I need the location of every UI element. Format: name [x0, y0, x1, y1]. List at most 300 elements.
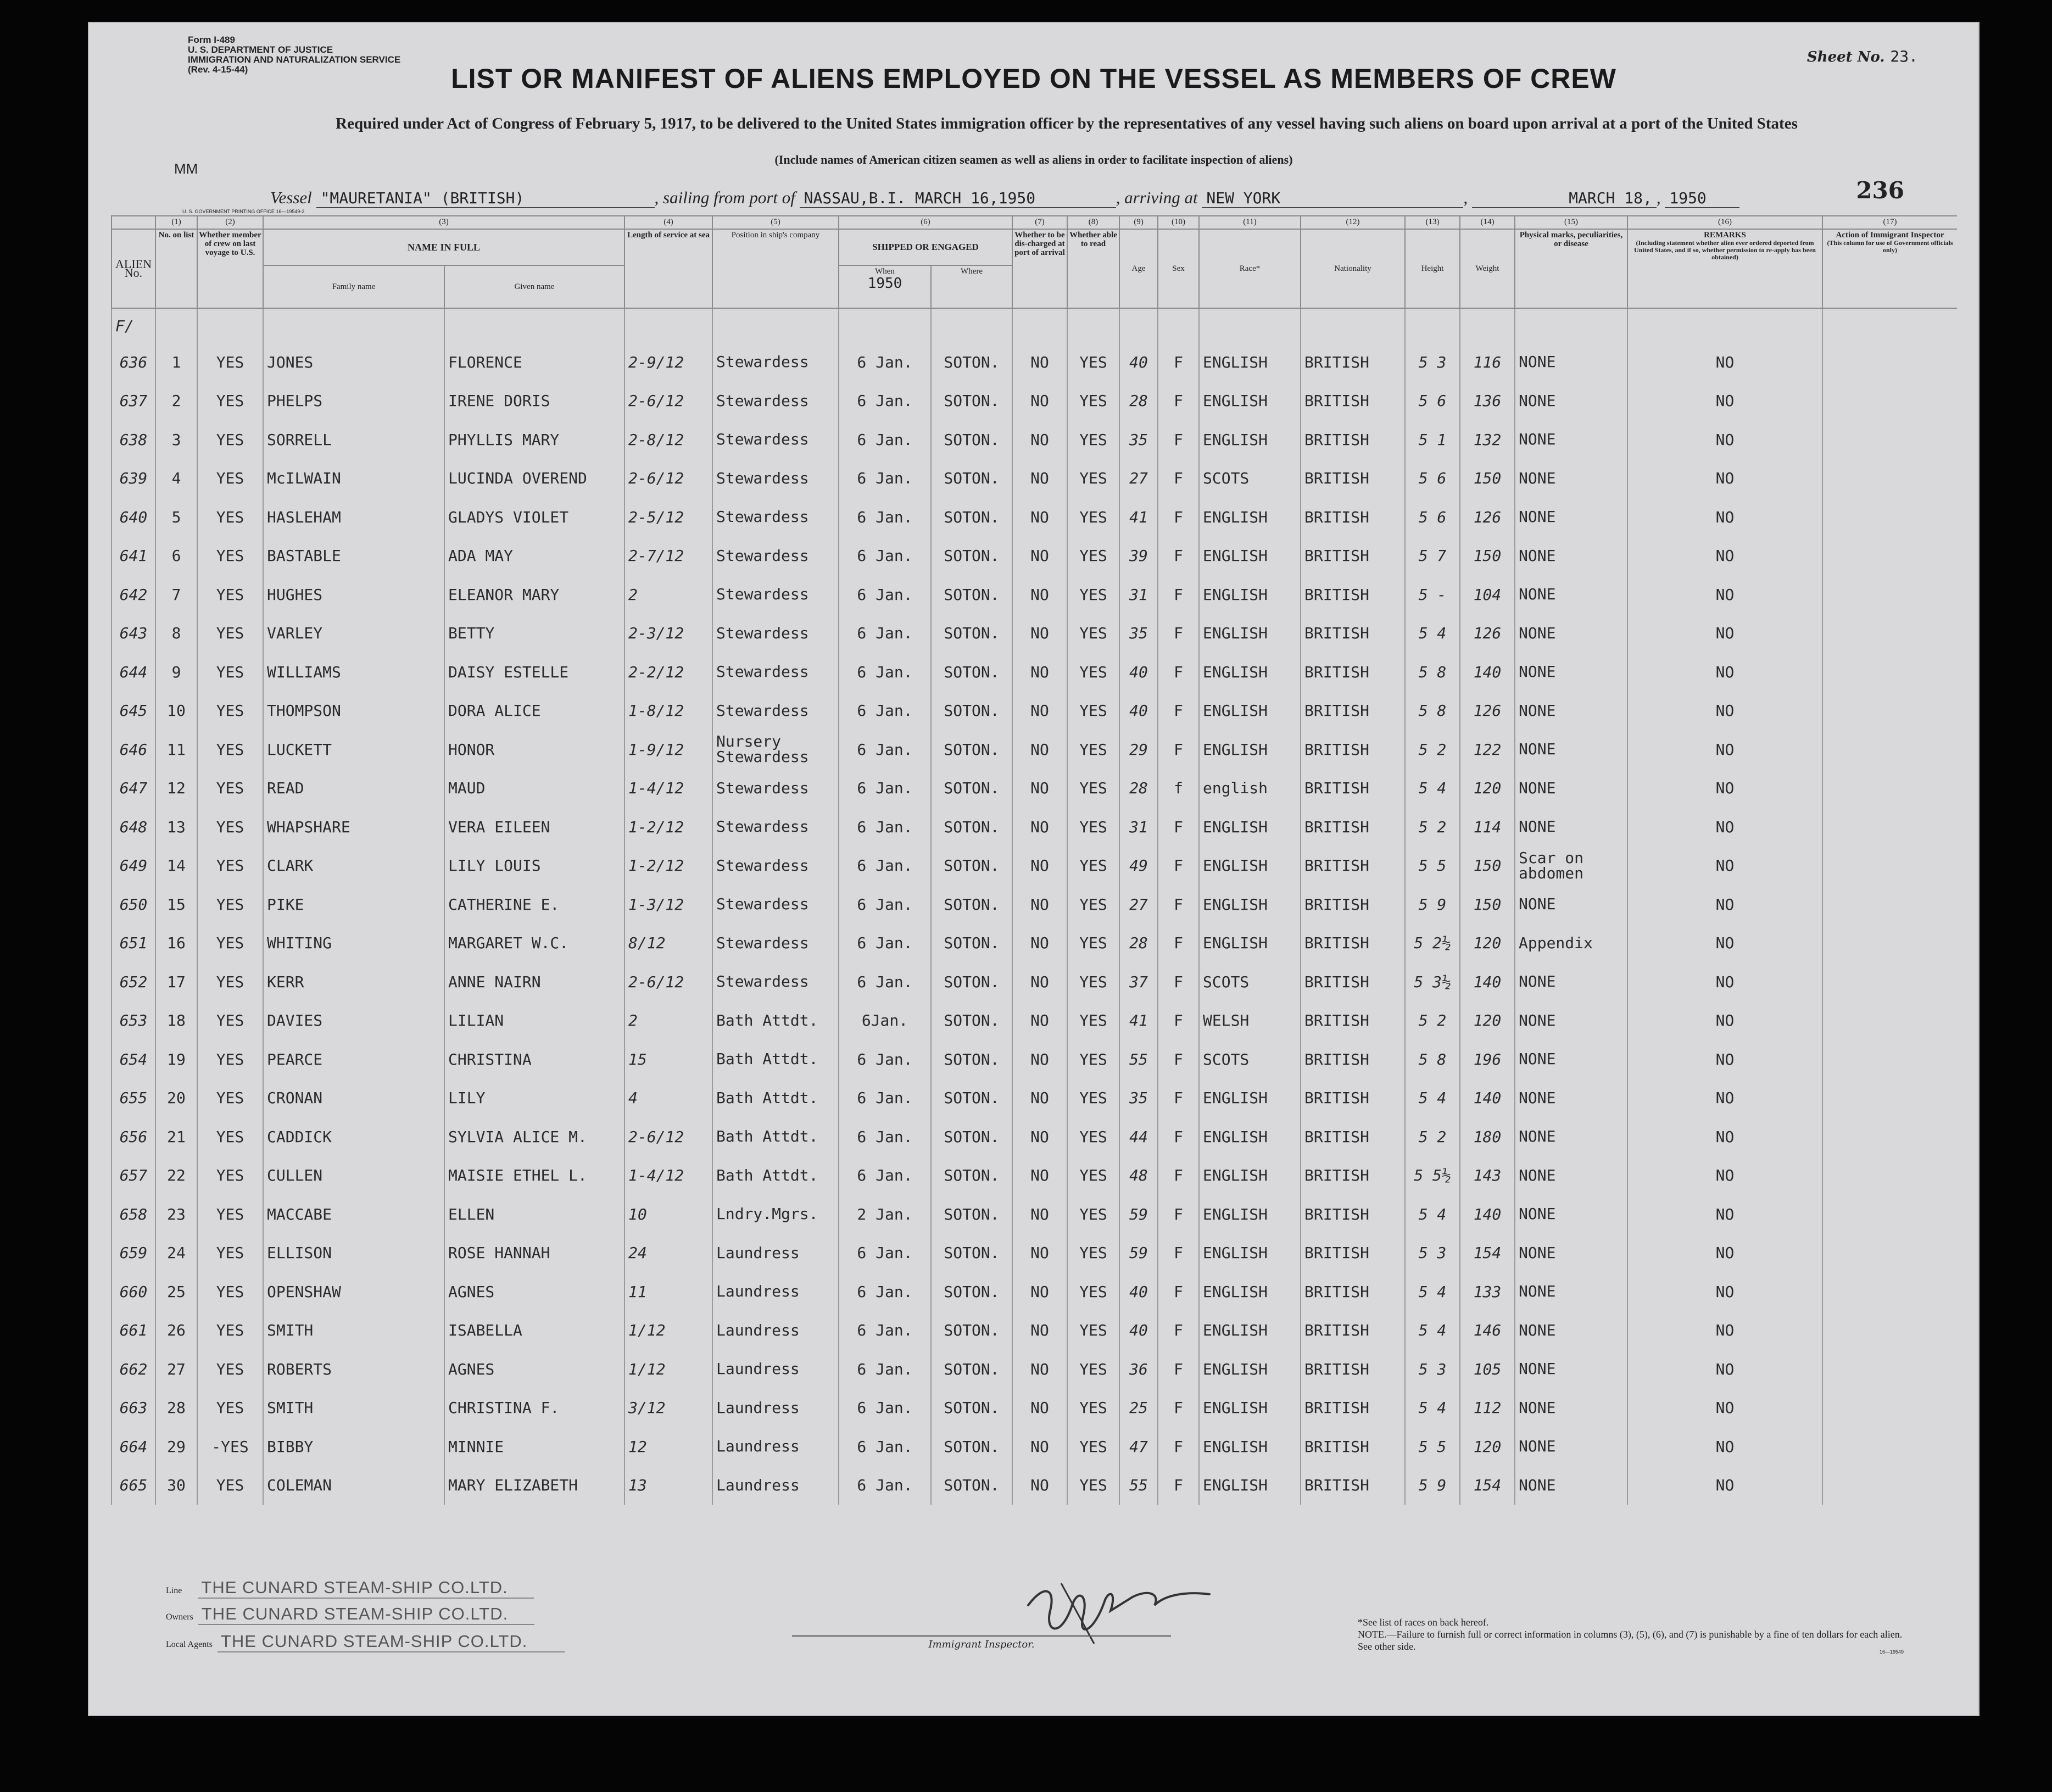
weight-cell: 140 — [1460, 962, 1515, 1001]
line-value: THE CUNARD STEAM-SHIP CO.LTD. — [198, 1578, 534, 1599]
weight-cell: 120 — [1460, 769, 1515, 808]
physical-marks-cell: NONE — [1515, 498, 1627, 537]
length-of-service-cell: 1/12 — [624, 1350, 712, 1389]
family-name-cell: JONES — [263, 343, 444, 382]
alien-number-cell: 662 — [111, 1350, 155, 1389]
col-num-2: (2) — [197, 216, 263, 229]
length-of-service-cell: 2 — [624, 1001, 712, 1040]
list-number-cell: 30 — [155, 1466, 197, 1505]
table-row — [111, 1311, 1957, 1350]
to-be-discharged-cell: NO — [1012, 653, 1067, 692]
height-cell: 5 4 — [1405, 1389, 1460, 1428]
header-length-service: Length of service at sea — [624, 229, 712, 308]
inspector-action-cell — [1822, 382, 1957, 421]
shipped-where-cell: SOTON. — [931, 730, 1012, 769]
weight-cell: 120 — [1460, 1001, 1515, 1040]
col-num-15: (15) — [1515, 216, 1627, 229]
age-cell: 55 — [1119, 1040, 1158, 1079]
alien-number-cell: 657 — [111, 1156, 155, 1195]
sex-cell: F — [1158, 885, 1199, 924]
to-be-discharged-cell: NO — [1012, 1079, 1067, 1118]
height-cell: 5 7 — [1405, 537, 1460, 576]
nationality-cell: BRITISH — [1301, 537, 1405, 576]
length-of-service-cell: 24 — [624, 1234, 712, 1273]
table-row — [111, 692, 1957, 731]
length-of-service-cell: 15 — [624, 1040, 712, 1079]
weight-cell: 150 — [1460, 847, 1515, 886]
age-cell: 59 — [1119, 1234, 1158, 1273]
able-to-read-cell: YES — [1067, 343, 1119, 382]
remarks-cell: NO — [1627, 808, 1822, 847]
physical-marks-cell: NONE — [1515, 1466, 1627, 1505]
table-row — [111, 847, 1957, 886]
alien-number-cell: 648 — [111, 808, 155, 847]
shipped-when-cell: 6 Jan. — [839, 847, 931, 886]
height-cell: 5 2 — [1405, 808, 1460, 847]
nationality-cell: BRITISH — [1301, 1389, 1405, 1428]
length-of-service-cell: 2-2/12 — [624, 653, 712, 692]
sex-cell: F — [1158, 575, 1199, 614]
weight-cell: 120 — [1460, 924, 1515, 963]
list-number-cell: 22 — [155, 1156, 197, 1195]
nationality-cell: BRITISH — [1301, 1466, 1405, 1505]
family-name-cell: ELLISON — [263, 1234, 444, 1273]
family-name-cell: OPENSHAW — [263, 1272, 444, 1311]
age-cell: 28 — [1119, 382, 1158, 421]
age-cell: 28 — [1119, 924, 1158, 963]
physical-marks-cell: NONE — [1515, 614, 1627, 653]
alien-number-cell: 660 — [111, 1272, 155, 1311]
inspector-action-cell — [1822, 653, 1957, 692]
nationality-cell: BRITISH — [1301, 692, 1405, 731]
list-number-cell: 6 — [155, 537, 197, 576]
weight-cell: 154 — [1460, 1466, 1515, 1505]
given-name-cell: MAUD — [444, 769, 624, 808]
inspector-action-cell — [1822, 730, 1957, 769]
nationality-cell: BRITISH — [1301, 847, 1405, 886]
alien-number-cell: 642 — [111, 575, 155, 614]
list-number-cell: 17 — [155, 962, 197, 1001]
sex-cell: F — [1158, 847, 1199, 886]
given-name-cell: MINNIE — [444, 1427, 624, 1466]
weight-cell: 114 — [1460, 808, 1515, 847]
given-name-cell: GLADYS VIOLET — [444, 498, 624, 537]
age-cell: 41 — [1119, 498, 1158, 537]
weight-cell: 140 — [1460, 653, 1515, 692]
sheet-number-label: Sheet No. — [1806, 49, 1885, 65]
crew-member-status-cell: YES — [197, 382, 263, 421]
race-cell: ENGLISH — [1199, 1466, 1301, 1505]
length-of-service-cell: 1-9/12 — [624, 730, 712, 769]
shipped-where-cell: SOTON. — [931, 343, 1012, 382]
inspector-action-cell — [1822, 1195, 1957, 1234]
family-name-cell: CRONAN — [263, 1079, 444, 1118]
family-name-cell: McILWAIN — [263, 459, 444, 498]
physical-marks-cell: NONE — [1515, 1079, 1627, 1118]
nationality-cell: BRITISH — [1301, 924, 1405, 963]
crew-member-status-cell: YES — [197, 1001, 263, 1040]
table-row — [111, 343, 1957, 382]
family-name-cell: BIBBY — [263, 1427, 444, 1466]
to-be-discharged-cell: NO — [1012, 1234, 1067, 1273]
list-number-cell: 10 — [155, 692, 197, 731]
sex-cell: F — [1158, 1350, 1199, 1389]
sex-cell: F — [1158, 420, 1199, 459]
sailing-from-label: , sailing from port of — [654, 188, 795, 207]
list-number-cell: 1 — [155, 343, 197, 382]
remarks-cell: NO — [1627, 847, 1822, 886]
able-to-read-cell: YES — [1067, 847, 1119, 886]
position-cell: Stewardess — [712, 769, 839, 808]
to-be-discharged-cell: NO — [1012, 343, 1067, 382]
height-cell: 5 8 — [1405, 1040, 1460, 1079]
col-num-3: (3) — [263, 216, 624, 229]
length-of-service-cell: 1-4/12 — [624, 1156, 712, 1195]
height-cell: 5 3 — [1405, 1350, 1460, 1389]
height-cell: 5 4 — [1405, 769, 1460, 808]
age-cell: 47 — [1119, 1427, 1158, 1466]
height-cell: 5 5 — [1405, 1427, 1460, 1466]
remarks-note: (Including statement whether alien ever ordered deported from United States, and if so, whether permission to re-apply has been obtained) — [1634, 239, 1816, 261]
position-cell: Nursery Stewardess — [712, 730, 839, 769]
race-cell: ENGLISH — [1199, 1311, 1301, 1350]
remarks-cell: NO — [1627, 1079, 1822, 1118]
weight-cell: 143 — [1460, 1156, 1515, 1195]
alien-number-cell: 664 — [111, 1427, 155, 1466]
crew-member-status-cell: YES — [197, 1079, 263, 1118]
shipped-when-cell: 6 Jan. — [839, 420, 931, 459]
header-age: Age — [1119, 229, 1158, 308]
height-cell: 5 5½ — [1405, 1156, 1460, 1195]
shipped-when-cell: 6 Jan. — [839, 1234, 931, 1273]
age-cell: 49 — [1119, 847, 1158, 886]
crew-member-status-cell: YES — [197, 1040, 263, 1079]
length-of-service-cell: 1-2/12 — [624, 847, 712, 886]
able-to-read-cell: YES — [1067, 614, 1119, 653]
family-name-cell: MACCABE — [263, 1195, 444, 1234]
weight-cell: 146 — [1460, 1311, 1515, 1350]
physical-marks-cell: NONE — [1515, 1117, 1627, 1156]
department: U. S. DEPARTMENT OF JUSTICE — [188, 44, 333, 55]
position-cell: Laundress — [712, 1234, 839, 1273]
age-cell: 25 — [1119, 1389, 1158, 1428]
sex-cell: F — [1158, 1079, 1199, 1118]
shipped-where-cell: SOTON. — [931, 1427, 1012, 1466]
table-row — [111, 1234, 1957, 1273]
weight-cell: 126 — [1460, 614, 1515, 653]
to-be-discharged-cell: NO — [1012, 1350, 1067, 1389]
age-cell: 35 — [1119, 614, 1158, 653]
to-be-discharged-cell: NO — [1012, 730, 1067, 769]
shipped-when-cell: 6 Jan. — [839, 1311, 931, 1350]
alien-number-cell: 659 — [111, 1234, 155, 1273]
shipped-when-cell: 2 Jan. — [839, 1195, 931, 1234]
shipped-when-cell: 6 Jan. — [839, 1466, 931, 1505]
family-name-cell: PHELPS — [263, 382, 444, 421]
nationality-cell: BRITISH — [1301, 343, 1405, 382]
to-be-discharged-cell: NO — [1012, 962, 1067, 1001]
weight-cell: 136 — [1460, 382, 1515, 421]
age-cell: 40 — [1119, 653, 1158, 692]
crew-manifest-table — [111, 215, 1957, 1505]
shipped-where-cell: SOTON. — [931, 962, 1012, 1001]
list-number-cell: 23 — [155, 1195, 197, 1234]
list-number-cell: 19 — [155, 1040, 197, 1079]
position-cell: Stewardess — [712, 382, 839, 421]
alien-prefix: F/ — [111, 308, 155, 343]
nationality-cell: BRITISH — [1301, 1272, 1405, 1311]
height-cell: 5 8 — [1405, 653, 1460, 692]
alien-number-cell: 638 — [111, 420, 155, 459]
table-row — [111, 1195, 1957, 1234]
nationality-cell: BRITISH — [1301, 1040, 1405, 1079]
printer-note: U. S. GOVERNMENT PRINTING OFFICE 16—19549-2 — [182, 209, 305, 214]
table-row — [111, 885, 1957, 924]
race-cell: english — [1199, 769, 1301, 808]
length-of-service-cell: 4 — [624, 1079, 712, 1118]
able-to-read-cell: YES — [1067, 1234, 1119, 1273]
able-to-read-cell: YES — [1067, 730, 1119, 769]
height-cell: 5 6 — [1405, 382, 1460, 421]
weight-cell: 150 — [1460, 537, 1515, 576]
to-be-discharged-cell: NO — [1012, 847, 1067, 886]
header-discharged: Whether to be dis-charged at port of arrival — [1012, 229, 1067, 308]
header-physical-marks: Physical marks, peculiarities, or disease — [1515, 229, 1627, 308]
physical-marks-cell: NONE — [1515, 730, 1627, 769]
given-name-cell: CHRISTINA — [444, 1040, 624, 1079]
given-name-cell: FLORENCE — [444, 343, 624, 382]
shipped-when-cell: 6 Jan. — [839, 885, 931, 924]
position-cell: Stewardess — [712, 692, 839, 731]
to-be-discharged-cell: NO — [1012, 1427, 1067, 1466]
alien-number-cell: 654 — [111, 1040, 155, 1079]
sex-cell: F — [1158, 808, 1199, 847]
race-cell: ENGLISH — [1199, 1195, 1301, 1234]
remarks-cell: NO — [1627, 885, 1822, 924]
race-cell: ENGLISH — [1199, 343, 1301, 382]
age-cell: 55 — [1119, 1466, 1158, 1505]
col-num-13: (13) — [1405, 216, 1460, 229]
col-num-1: (1) — [155, 216, 197, 229]
line-label: Line — [166, 1586, 182, 1595]
remarks-cell: NO — [1627, 459, 1822, 498]
nationality-cell: BRITISH — [1301, 1156, 1405, 1195]
nationality-cell: BRITISH — [1301, 575, 1405, 614]
race-cell: WELSH — [1199, 1001, 1301, 1040]
remarks-cell: NO — [1627, 653, 1822, 692]
alien-number-cell: 650 — [111, 885, 155, 924]
shipped-when-cell: 6 Jan. — [839, 1389, 931, 1428]
height-cell: 5 2 — [1405, 730, 1460, 769]
shipped-where-cell: SOTON. — [931, 1350, 1012, 1389]
arriving-value: NEW YORK — [1202, 189, 1463, 208]
sex-cell: F — [1158, 1001, 1199, 1040]
arriving-label: , arriving at — [1116, 188, 1198, 207]
race-cell: ENGLISH — [1199, 653, 1301, 692]
weight-cell: 154 — [1460, 1234, 1515, 1273]
list-number-cell: 26 — [155, 1311, 197, 1350]
inspector-action-cell — [1822, 575, 1957, 614]
inspector-action-cell — [1822, 1350, 1957, 1389]
alien-number-cell: 644 — [111, 653, 155, 692]
physical-marks-cell: NONE — [1515, 1272, 1627, 1311]
shipped-when-cell: 6 Jan. — [839, 1350, 931, 1389]
weight-cell: 120 — [1460, 1427, 1515, 1466]
shipped-where-cell: SOTON. — [931, 692, 1012, 731]
height-cell: 5 2½ — [1405, 924, 1460, 963]
header-family-name: Family name — [263, 265, 444, 308]
given-name-cell: ROSE HANNAH — [444, 1234, 624, 1273]
height-cell: 5 - — [1405, 575, 1460, 614]
position-cell: Stewardess — [712, 924, 839, 963]
weight-cell: 132 — [1460, 420, 1515, 459]
age-cell: 31 — [1119, 808, 1158, 847]
nationality-cell: BRITISH — [1301, 498, 1405, 537]
physical-marks-cell: NONE — [1515, 1195, 1627, 1234]
inspector-action-cell — [1822, 614, 1957, 653]
weight-cell: 133 — [1460, 1272, 1515, 1311]
sex-cell: F — [1158, 1040, 1199, 1079]
given-name-cell: LILIAN — [444, 1001, 624, 1040]
nationality-cell: BRITISH — [1301, 730, 1405, 769]
shipped-when-cell: 6 Jan. — [839, 1040, 931, 1079]
shipped-where-cell: SOTON. — [931, 498, 1012, 537]
physical-marks-cell: Scar on abdomen — [1515, 847, 1627, 886]
alien-number-cell: 663 — [111, 1389, 155, 1428]
weight-cell: 126 — [1460, 498, 1515, 537]
immigrant-inspector-line: Immigrant Inspector. — [792, 1635, 1171, 1650]
physical-marks-cell: NONE — [1515, 885, 1627, 924]
nationality-cell: BRITISH — [1301, 614, 1405, 653]
list-number-cell: 21 — [155, 1117, 197, 1156]
given-name-cell: PHYLLIS MARY — [444, 420, 624, 459]
inspector-action-cell — [1822, 1389, 1957, 1428]
physical-marks-cell: NONE — [1515, 962, 1627, 1001]
length-of-service-cell: 2-9/12 — [624, 343, 712, 382]
nationality-cell: BRITISH — [1301, 1350, 1405, 1389]
sex-cell: F — [1158, 692, 1199, 731]
header-given-name: Given name — [444, 265, 624, 308]
family-name-cell: HUGHES — [263, 575, 444, 614]
family-name-cell: CULLEN — [263, 1156, 444, 1195]
remarks-cell: NO — [1627, 1389, 1822, 1428]
header-height: Height — [1405, 229, 1460, 308]
shipped-where-cell: SOTON. — [931, 808, 1012, 847]
sex-cell: F — [1158, 1389, 1199, 1428]
sex-cell: F — [1158, 730, 1199, 769]
to-be-discharged-cell: NO — [1012, 1117, 1067, 1156]
remarks-cell: NO — [1627, 1350, 1822, 1389]
weight-cell: 126 — [1460, 692, 1515, 731]
crew-member-status-cell: -YES — [197, 1427, 263, 1466]
shipped-when-cell: 6 Jan. — [839, 730, 931, 769]
form-number: Form I-489 — [188, 35, 235, 45]
remarks-cell: NO — [1627, 382, 1822, 421]
weight-cell: 112 — [1460, 1389, 1515, 1428]
shipped-where-cell: SOTON. — [931, 537, 1012, 576]
crew-member-status-cell: YES — [197, 459, 263, 498]
race-cell: ENGLISH — [1199, 847, 1301, 886]
given-name-cell: ANNE NAIRN — [444, 962, 624, 1001]
race-cell: ENGLISH — [1199, 1234, 1301, 1273]
height-cell: 5 4 — [1405, 1311, 1460, 1350]
length-of-service-cell: 10 — [624, 1195, 712, 1234]
height-cell: 5 3 — [1405, 1234, 1460, 1273]
given-name-cell: ELEANOR MARY — [444, 575, 624, 614]
remarks-cell: NO — [1627, 420, 1822, 459]
age-cell: 36 — [1119, 1350, 1158, 1389]
to-be-discharged-cell: NO — [1012, 420, 1067, 459]
action-note: (This column for use of Government officials only) — [1827, 239, 1953, 254]
given-name-cell: ISABELLA — [444, 1311, 624, 1350]
length-of-service-cell: 1/12 — [624, 1311, 712, 1350]
owners-field — [166, 1604, 534, 1625]
position-cell: Bath Attdt. — [712, 1040, 839, 1079]
physical-marks-cell: NONE — [1515, 653, 1627, 692]
able-to-read-cell: YES — [1067, 1117, 1119, 1156]
given-name-cell: ADA MAY — [444, 537, 624, 576]
weight-cell: 105 — [1460, 1350, 1515, 1389]
position-cell: Stewardess — [712, 498, 839, 537]
crew-member-status-cell: YES — [197, 614, 263, 653]
table-row — [111, 769, 1957, 808]
position-cell: Stewardess — [712, 653, 839, 692]
alien-number-cell: 647 — [111, 769, 155, 808]
inspector-action-cell — [1822, 1234, 1957, 1273]
sex-cell: F — [1158, 459, 1199, 498]
physical-marks-cell: NONE — [1515, 1350, 1627, 1389]
position-cell: Stewardess — [712, 343, 839, 382]
remarks-cell: NO — [1627, 614, 1822, 653]
able-to-read-cell: YES — [1067, 420, 1119, 459]
table-row — [111, 459, 1957, 498]
nationality-cell: BRITISH — [1301, 653, 1405, 692]
crew-member-status-cell: YES — [197, 575, 263, 614]
physical-marks-cell: NONE — [1515, 420, 1627, 459]
alien-number-cell: 636 — [111, 343, 155, 382]
list-number-cell: 24 — [155, 1234, 197, 1273]
shipped-when-cell: 6 Jan. — [839, 1079, 931, 1118]
shipped-where-cell: SOTON. — [931, 1117, 1012, 1156]
col-num-4: (4) — [624, 216, 712, 229]
remarks-cell: NO — [1627, 498, 1822, 537]
crew-member-status-cell: YES — [197, 420, 263, 459]
list-number-cell: 9 — [155, 653, 197, 692]
when-year: 1950 — [867, 275, 902, 292]
able-to-read-cell: YES — [1067, 1427, 1119, 1466]
agents-label: Local Agents — [166, 1640, 213, 1649]
shipped-when-cell: 6Jan. — [839, 1001, 931, 1040]
header-action-inspector — [1822, 229, 1957, 308]
alien-number-cell: 637 — [111, 382, 155, 421]
list-number-cell: 18 — [155, 1001, 197, 1040]
crew-member-status-cell: YES — [197, 1350, 263, 1389]
sex-cell: F — [1158, 1156, 1199, 1195]
header-position: Position in ship's company — [712, 229, 839, 308]
crew-member-status-cell: YES — [197, 498, 263, 537]
weight-cell: 104 — [1460, 575, 1515, 614]
list-number-cell: 7 — [155, 575, 197, 614]
nationality-cell: BRITISH — [1301, 962, 1405, 1001]
length-of-service-cell: 1-3/12 — [624, 885, 712, 924]
shipped-when-cell: 6 Jan. — [839, 1272, 931, 1311]
header-when — [839, 265, 931, 308]
to-be-discharged-cell: NO — [1012, 459, 1067, 498]
race-cell: ENGLISH — [1199, 1156, 1301, 1195]
remarks-cell: NO — [1627, 1234, 1822, 1273]
list-number-cell: 14 — [155, 847, 197, 886]
able-to-read-cell: YES — [1067, 498, 1119, 537]
